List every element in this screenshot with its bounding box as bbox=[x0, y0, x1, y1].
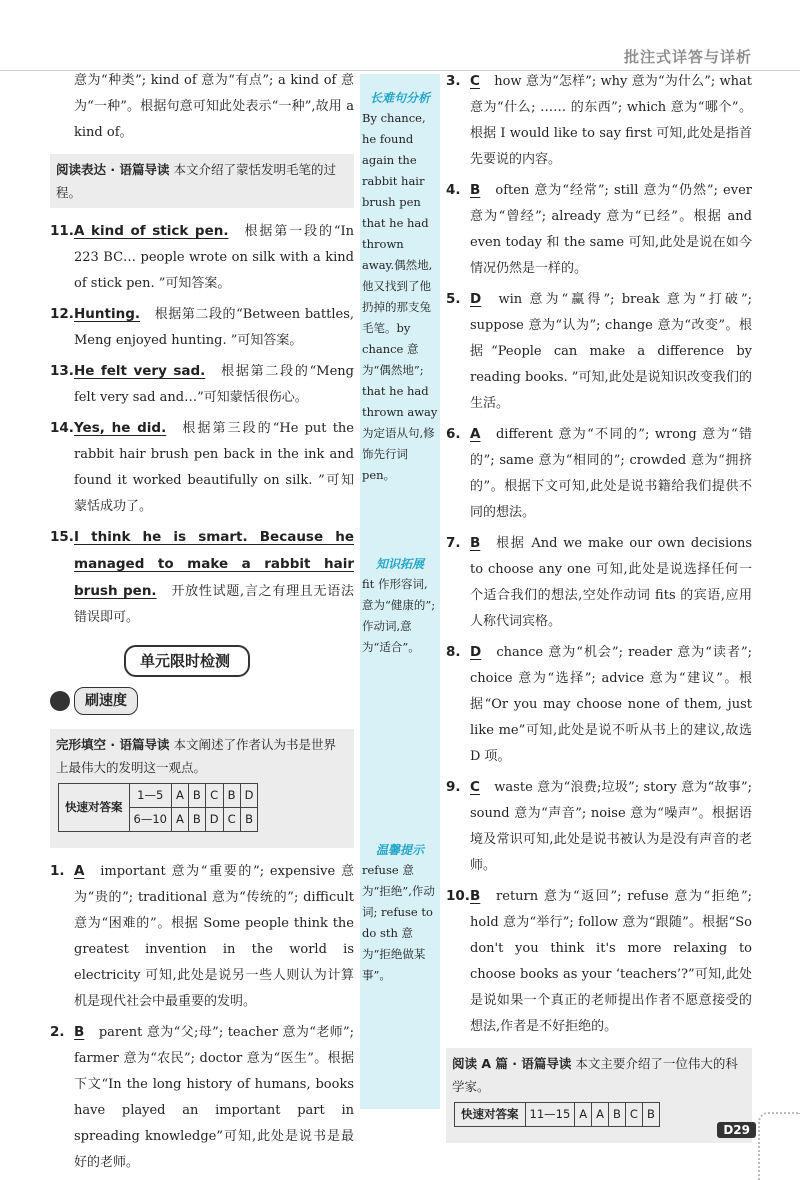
guide-text: 本文阐述了作者认为书是世界上最伟大的发明这一观点。 bbox=[56, 737, 336, 775]
item-explanation: 根据第二段的“Meng felt very sad and…”可知蒙恬很伤心。 bbox=[74, 364, 354, 405]
table-row bbox=[59, 784, 258, 808]
answer-item-12 bbox=[50, 301, 354, 354]
item-explanation: 根据第二段的“Between battles, Meng enjoyed hunting. ”可知答案。 bbox=[74, 307, 354, 348]
answer-cell: D bbox=[205, 808, 223, 832]
annotation-text: By chance, he found again the rabbit hair brush pen that he had thrown away.偶然地,他又找到了他扔掉的那支兔毛笔。by chance 意为“偶然地”; that he had thrown away 为定语从句,修饰先行词 pen。 bbox=[362, 111, 438, 482]
page-number: D29 bbox=[717, 1122, 756, 1138]
item-answer: B bbox=[470, 182, 481, 198]
answer-item-14 bbox=[50, 415, 354, 520]
answer-cell: B bbox=[609, 1103, 626, 1127]
item-number: 5. bbox=[446, 291, 461, 307]
annotation-tag: 温馨提示 bbox=[375, 843, 424, 857]
answer-cell: A bbox=[171, 808, 188, 832]
quick-answer-table bbox=[58, 783, 258, 832]
page-header-title: 批注式详答与详析 bbox=[623, 48, 752, 66]
answer-item-3 bbox=[446, 68, 752, 173]
quick-answer-table bbox=[454, 1102, 660, 1127]
right-column bbox=[446, 68, 752, 1153]
answer-item-1 bbox=[50, 858, 354, 1015]
speed-icon bbox=[50, 691, 70, 711]
item-explanation: 根据 And we make our own decisions to choose any one 可知,此处是说选择任何一个适合我们的想法,空处作动词 fits 的宾语,应用人称代词宾格。 bbox=[470, 536, 752, 629]
item-number: 4. bbox=[446, 182, 461, 198]
item-answer: B bbox=[470, 888, 481, 904]
item-number: 10. bbox=[446, 888, 470, 904]
reading-guide-3 bbox=[446, 1048, 752, 1143]
item-answer: C bbox=[470, 73, 480, 89]
item-answer: He felt very sad. bbox=[74, 363, 206, 379]
annotation-knowledge-extension bbox=[360, 554, 440, 658]
intro-paragraph: 意为“种类”; kind of 意为“有点”; a kind of 意为“一种”。根据句意可知此处表示“一种”,故用 a kind of。 bbox=[74, 73, 354, 140]
speed-badge bbox=[50, 687, 138, 715]
item-explanation: often 意为“经常”; still 意为“仍然”; ever 意为“曾经”; already 意为“已经”。根据 and even today 和 the same 可知,此处是说在如今情况仍然是一样的。 bbox=[470, 183, 752, 276]
annotation-column bbox=[360, 74, 440, 1109]
reading-guide-1 bbox=[50, 154, 354, 208]
item-explanation: chance 意为“机会”; reader 意为“读者”; choice 意为“选择”; advice 意为“建议”。根据“Or you may choose none of them, just like me”可知,此处是说不听从书上的建议,故选 D 项。 bbox=[470, 645, 752, 764]
answer-item-11 bbox=[50, 218, 354, 297]
answer-item-7 bbox=[446, 530, 752, 635]
table-header: 快速对答案 bbox=[455, 1103, 526, 1127]
item-number: 8. bbox=[446, 644, 461, 660]
item-number: 14. bbox=[50, 420, 74, 436]
item-number: 11. bbox=[50, 223, 74, 239]
item-number: 7. bbox=[446, 535, 461, 551]
item-explanation: 根据第三段的“He put the rabbit hair brush pen back in the ink and found it worked beautifully on silk. ”可知蒙恬成功了。 bbox=[74, 421, 354, 514]
item-answer: B bbox=[470, 535, 481, 551]
answer-cell: A bbox=[592, 1103, 609, 1127]
unit-test-badge: 单元限时检测 bbox=[124, 645, 250, 677]
answer-item-9 bbox=[446, 774, 752, 879]
item-explanation: parent 意为“父;母”; teacher 意为“老师”; farmer 意为“农民”; doctor 意为“医生”。根据下文“In the long history of humans, books have played an important part in spreading knowledge”可知,此处是说书是最好的老师。 bbox=[74, 1025, 354, 1170]
item-explanation: waste 意为“浪费;垃圾”; story 意为“故事”; sound 意为“声音”; noise 意为“噪声”。根据语境及常识可知,此处是说书被认为是没有声音的老师。 bbox=[470, 780, 752, 873]
answer-item-5 bbox=[446, 286, 752, 417]
answer-item-6 bbox=[446, 421, 752, 526]
table-header: 快速对答案 bbox=[59, 784, 130, 832]
annotation-text: fit 作形容词,意为“健康的”;作动词,意为“适合”。 bbox=[362, 577, 436, 654]
guide-text: 本文主要介绍了一位伟大的科学家。 bbox=[452, 1056, 738, 1094]
item-answer: A bbox=[470, 426, 481, 442]
guide-label: 阅读表达 · 语篇导读 bbox=[56, 162, 170, 177]
answer-item-4 bbox=[446, 177, 752, 282]
answer-item-2 bbox=[50, 1019, 354, 1176]
item-answer: I think he is smart. Because he managed to make a rabbit hair brush pen. bbox=[74, 529, 354, 599]
speed-label: 刷速度 bbox=[74, 687, 138, 715]
item-answer: B bbox=[74, 1024, 85, 1040]
range-cell: 11—15 bbox=[525, 1103, 575, 1127]
item-answer: A kind of stick pen. bbox=[74, 223, 229, 239]
left-column bbox=[50, 68, 354, 1180]
guide-label: 完形填空 · 语篇导读 bbox=[56, 737, 170, 752]
annotation-sentence-analysis bbox=[360, 88, 440, 486]
item-answer: A bbox=[74, 863, 85, 879]
item-explanation: return 意为“返回”; refuse 意为“拒绝”; hold 意为“举行”; follow 意为“跟随”。根据“So don't you think it's more relaxing to choose books as your ‘teachers’?”可知,此处是说如果一个真正的老师提出作者不愿意接受的想法,作者是不好拒绝的。 bbox=[470, 889, 752, 1034]
item-explanation: 开放性试题,言之有理且无语法错误即可。 bbox=[74, 584, 354, 625]
guide-text: 本文介绍了蒙恬发明毛笔的过程。 bbox=[56, 162, 336, 200]
answer-cell: C bbox=[223, 808, 240, 832]
item-number: 6. bbox=[446, 426, 461, 442]
item-number: 12. bbox=[50, 306, 74, 322]
range-cell: 6—10 bbox=[129, 808, 171, 832]
answer-item-13 bbox=[50, 358, 354, 411]
reading-guide-2 bbox=[50, 729, 354, 848]
item-explanation: different 意为“不同的”; wrong 意为“错的”; same 意为“相同的”; crowded 意为“拥挤的”。根据下文可知,此处是说书籍给我们提供不同的想法。 bbox=[470, 427, 752, 520]
item-explanation: 根据第一段的“In 223 BC… people wrote on silk with a kind of stick pen. ”可知答案。 bbox=[74, 224, 354, 291]
item-explanation: win 意为“赢得”; break 意为“打破”; suppose 意为“认为”; change 意为“改变”。根据“People can make a difference by reading books. ”可知,此处是说知识改变我们的生活。 bbox=[470, 292, 752, 411]
item-number: 2. bbox=[50, 1024, 65, 1040]
item-number: 9. bbox=[446, 779, 461, 795]
item-answer: C bbox=[470, 779, 480, 795]
item-answer: D bbox=[470, 644, 482, 660]
item-number: 1. bbox=[50, 863, 65, 879]
item-number: 3. bbox=[446, 73, 461, 89]
answer-cell: B bbox=[240, 808, 258, 832]
corner-decoration bbox=[758, 1112, 800, 1180]
annotation-text: refuse 意为“拒绝”,作动词; refuse to do sth 意为“拒绝做某事”。 bbox=[362, 863, 435, 982]
answer-item-10 bbox=[446, 883, 752, 1040]
guide-label: 阅读 A 篇 · 语篇导读 bbox=[452, 1056, 572, 1071]
item-answer: Yes, he did. bbox=[74, 420, 167, 436]
item-number: 15. bbox=[50, 529, 74, 545]
answer-cell: B bbox=[223, 784, 240, 808]
answer-item-8 bbox=[446, 639, 752, 770]
answer-cell: C bbox=[625, 1103, 642, 1127]
answer-cell: A bbox=[171, 784, 188, 808]
item-explanation: important 意为“重要的”; expensive 意为“贵的”; traditional 意为“传统的”; difficult 意为“困难的”。根据 Some people think the greatest invention in the world is electricity 可知,此处是说另一些人则认为计算机是现代社会中最重要的发明。 bbox=[74, 864, 354, 1009]
item-answer: D bbox=[470, 291, 482, 307]
item-explanation: how 意为“怎样”; why 意为“为什么”; what 意为“什么; …… 的东西”; which 意为“哪个”。根据 I would like to say first 可知,此处是指首先要说的内容。 bbox=[470, 74, 752, 167]
table-row bbox=[455, 1103, 660, 1127]
item-number: 13. bbox=[50, 363, 74, 379]
answer-cell: A bbox=[575, 1103, 592, 1127]
annotation-tag: 长难句分析 bbox=[369, 91, 430, 105]
answer-cell: C bbox=[205, 784, 223, 808]
answer-cell: D bbox=[240, 784, 258, 808]
item-answer: Hunting. bbox=[74, 306, 141, 322]
annotation-tip bbox=[360, 840, 440, 986]
answer-cell: B bbox=[188, 808, 205, 832]
range-cell: 1—5 bbox=[129, 784, 171, 808]
answer-item-15 bbox=[50, 524, 354, 631]
answer-cell: B bbox=[188, 784, 205, 808]
annotation-tag: 知识拓展 bbox=[375, 557, 424, 571]
answer-cell: B bbox=[642, 1103, 659, 1127]
